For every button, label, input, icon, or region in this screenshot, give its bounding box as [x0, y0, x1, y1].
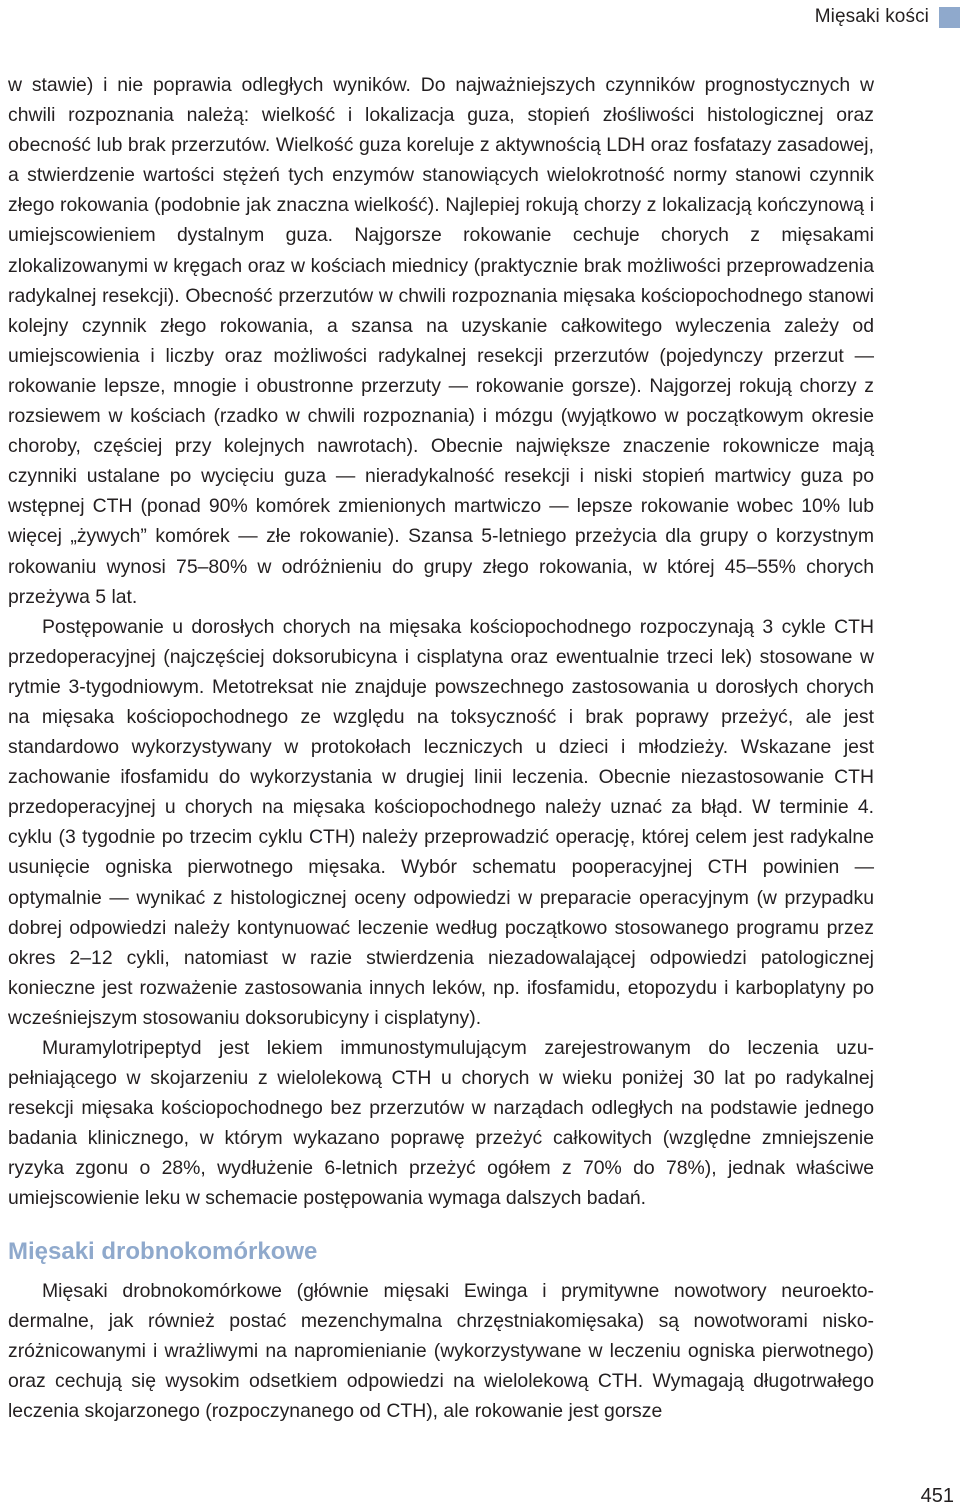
running-header-title: Mięsaki kości: [814, 6, 929, 27]
header-square-icon: [939, 7, 960, 28]
paragraph-prognosis: w stawie) i nie poprawia odległych wyników. Do najważniejszych czynników prognostycznych w chwili rozpoznania należą: wielkość i lokalizacja guza, stopień złośliwości histologicznej oraz obecność lub brak przerzutów. Wielkość guza koreluje z aktywnością LDH oraz fosfatazy zasadowej, a stwierdzenie wartości stężeń tych enzymów stanowiących wielokrotność normy stanowi czynnik złego rokowania (podobnie jak znaczna wielkość). Najlepiej rokują chorzy z lokalizacją kończynową i umiejscowieniem dystalnym guza. Najgorsze rokowanie cechuje chorych z mięsakami zlokalizowanymi w kręgach oraz w kościach miednicy (praktycznie brak możliwości przeprowadzenia radykalnej resekcji). Obecność przerzutów w chwili rozpoznania mięsaka kościopochodnego stanowi kolejny czynnik złego rokowania, a szansa na uzyskanie całkowitego wyleczenia zależy od umiejscowienia i liczby oraz możliwości radykalnej resekcji przerzutów (pojedynczy przerzut — rokowanie lepsze, mnogie i obustronne przerzuty — rokowanie gorsze). Najgorzej rokują chorzy z rozsiewem w kościach (rzadko w chwili rozpoznania) i mózgu (wyjątkowo w początkowym okresie choroby, częściej przy kolejnych nawrotach). Obecnie największe znaczenie rokownicze mają czynniki ustalane po wycięciu guza — nieradykalność resekcji i niski stopień martwicy guza po wstępnej CTH (ponad 90% komórek zmienionych martwiczo — lepsze rokowanie wobec 10% lub więcej „żywych” komórek — złe rokowanie). Szansa 5-letniego przeżycia dla grupy o korzystnym rokowaniu wynosi 75–80% w odróżnieniu do grupy złego rokowania, w której 45–55% chorych przeżywa 5 lat.: [8, 74, 874, 608]
running-header: [815, 4, 960, 30]
page-number: 451: [920, 1485, 954, 1507]
paragraph-small-cell-sarcomas: Mięsaki drobnokomórkowe (głównie mięsaki Ewinga i prymitywne nowotwory neuroektodermalne, jak również postać mezenchymalna chrzęstniakomięsaka) są nowotworami niskozróżnicowanymi i wrażliwymi na napromienianie (wykorzystywane w leczeniu ogniska pierwotnego) oraz cechują się wysokim odsetkiem odpowiedzi na wielolekową CTH. Wymagają długotrwałego leczenia skojarzonego (rozpoczynanego od CTH), ale rokowanie jest gorsze: [8, 1279, 874, 1422]
page-body: [8, 70, 874, 1426]
paragraph-mifamurtide: Muramylotripeptyd jest lekiem immunostymulującym zarejestrowanym do leczenia uzupełniającego w skojarzeniu z wielolekową CTH u chorych w wieku poniżej 30 lat po radykalnej resekcji mięsaka kościopochodnego bez przerzutów w narządach odległych na podstawie jednego badania klinicznego, w którym wykazano poprawę przeżyć całkowitych (względne zmniejszenie ryzyka zgonu o 28%, wydłużenie 6-letnich przeżyć ogółem z 70% do 78%), jednak właściwe umiejscowienie leku w schemacie postępowania wymaga dalszych badań.: [8, 1037, 874, 1210]
paragraph-treatment: Postępowanie u dorosłych chorych na mięsaka kościopochodnego rozpoczynają 3 cykle CTH przedoperacyjnej (najczęściej doksorubicyna i cisplatyna oraz ewentualnie trzeci lek) stosowane w rytmie 3-tygodniowym. Metotreksat nie znajduje powszechnego zastosowania u dorosłych chorych na mięsaka kościopochodnego ze względu na toksyczność i brak poprawy przeżyć, ale jest standardowo wykorzystywany w protokołach leczniczych u dzieci i młodzieży. Wskazane jest zachowanie ifosfamidu do wykorzystania w drugiej linii leczenia. Obecnie niezastosowanie CTH przedoperacyjnej u chorych na mięsaka kościopochodnego należy uznać za błąd. W terminie 4. cyklu (3 tygodnie po trzecim cyklu CTH) należy przeprowadzić operację, której celem jest radykalne usunięcie ogniska pierwotnego mięsaka. Wybór schematu pooperacyjnej CTH powinien — optymalnie — wynikać z histologicznej oceny odpowiedzi w preparacie operacyjnym (w przypadku dobrej odpowiedzi należy kontynuować leczenie według początkowo stosowanego programu przez okres 2–12 cykli, natomiast w razie stwierdzenia niezadowalającej odpowiedzi patologicznej konieczne jest rozważenie zastosowania innych leków, np. ifosfamidu, etopozydu i karboplatyny po wcześniejszym stosowaniu doksorubicyny i cisplatyny).: [8, 615, 874, 1029]
section-heading: Mięsaki drobnokomórkowe: [8, 1237, 318, 1265]
